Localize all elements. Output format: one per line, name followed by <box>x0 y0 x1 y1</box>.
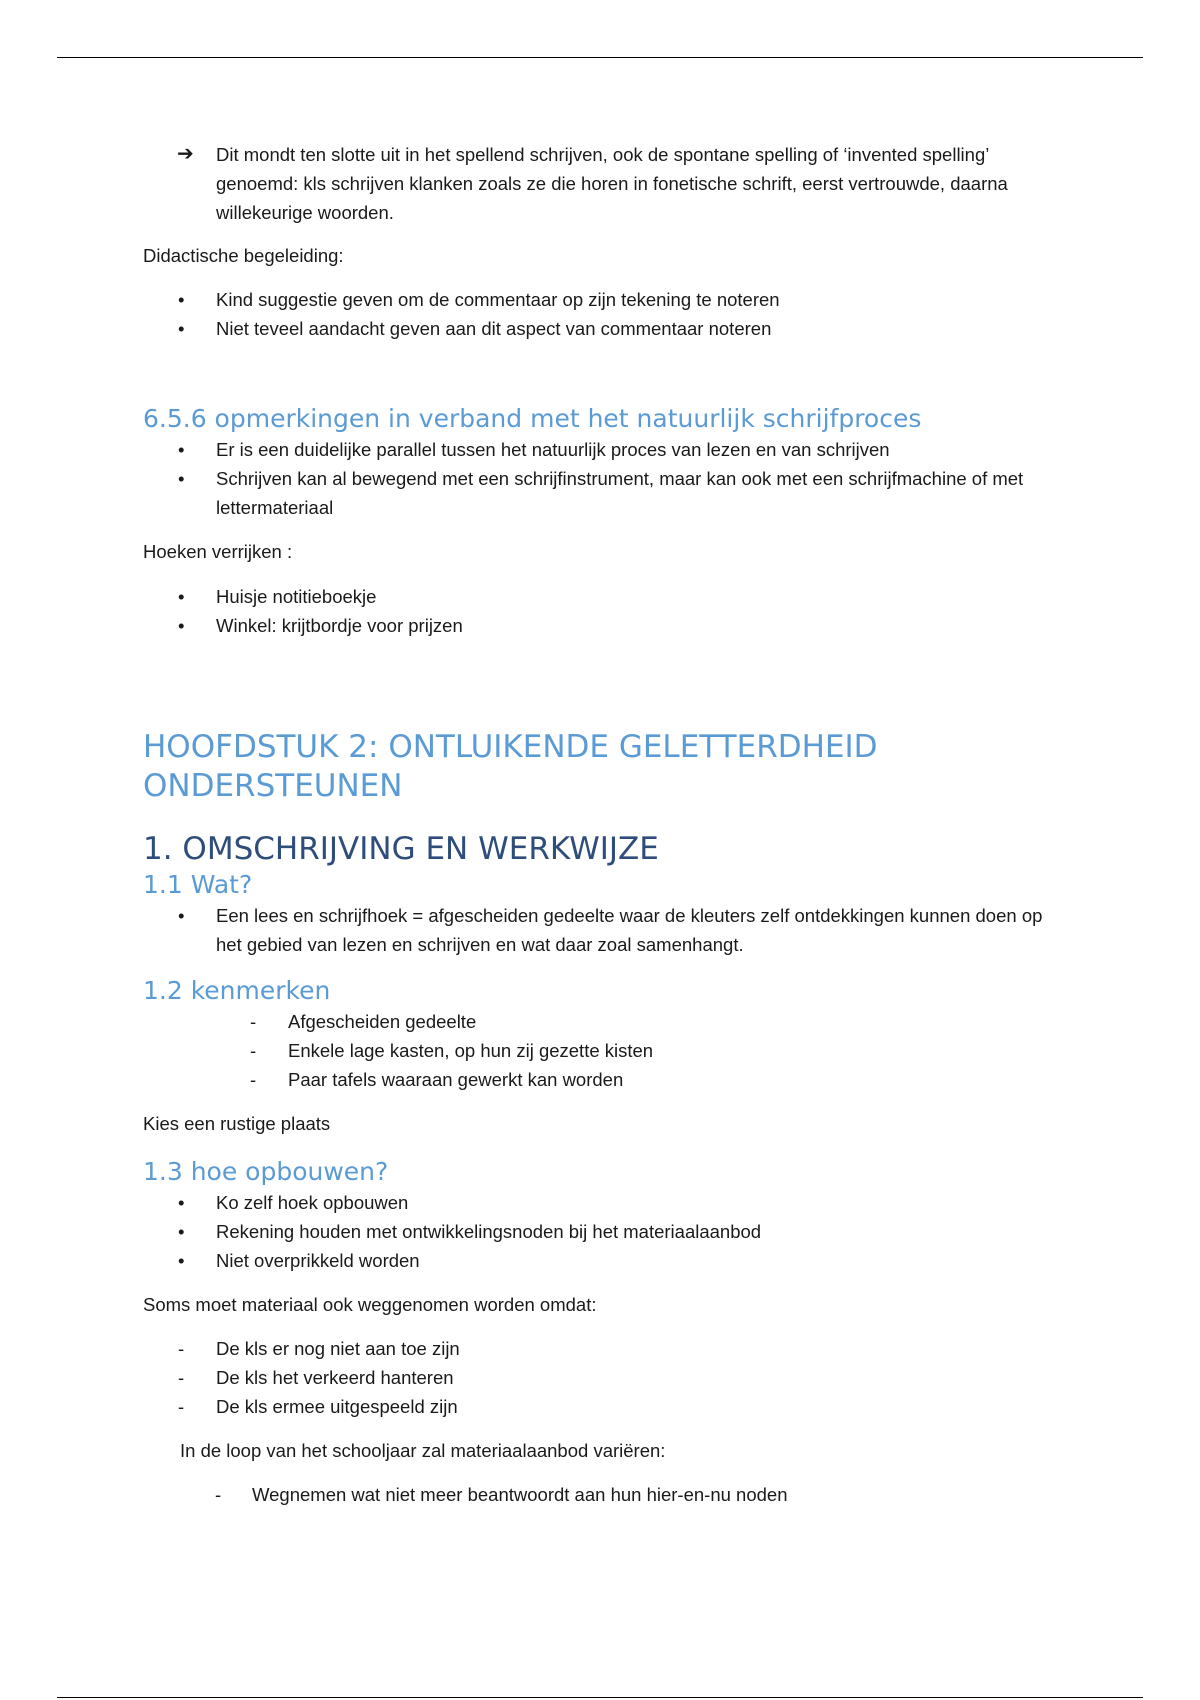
dash-icon: - <box>215 1484 222 1505</box>
bullet-icon: • <box>178 1221 185 1242</box>
list-item: • Kind suggestie geven om de commentaar op zijn tekening te noteren <box>143 285 1043 314</box>
arrow-bullet-item <box>143 140 1043 227</box>
list-item: • Schrijven kan al bewegend met een schrijfinstrument, maar kan ook met een schrijfmachine of met lettermateriaal <box>143 464 1043 522</box>
hoeken-list <box>143 582 1043 640</box>
document-body <box>143 140 1043 1509</box>
chapter-title: HOOFDSTUK 2: ONTLUIKENDE GELETTERDHEID ONDERSTEUNEN <box>143 729 878 804</box>
section-656-heading: 6.5.6 opmerkingen in verband met het natuurlijk schrijfproces <box>143 404 922 433</box>
bullet-icon: • <box>178 1250 185 1271</box>
list-item: • Een lees en schrijfhoek = afgescheiden gedeelte waar de kleuters zelf ontdekkingen kunnen doen op het gebied van lezen en schrijven en wat daar zoal samenhangt. <box>143 901 1043 959</box>
dash-icon: - <box>178 1367 185 1388</box>
list-item: - De kls er nog niet aan toe zijn <box>143 1334 1043 1363</box>
sub-12-list <box>143 1007 1043 1094</box>
list-item: • Niet teveel aandacht geven aan dit aspect van commentaar noteren <box>143 314 1043 343</box>
list-item: • Rekening houden met ontwikkelingsnoden bij het materiaalaanbod <box>143 1217 1043 1246</box>
dash-icon: - <box>178 1338 185 1359</box>
list-item: - De kls ermee uitgespeeld zijn <box>143 1392 1043 1421</box>
list-item: • Ko zelf hoek opbouwen <box>143 1188 1043 1217</box>
list-item: • Er is een duidelijke parallel tussen het natuurlijk proces van lezen en van schrijven <box>143 435 1043 464</box>
list-item: - De kls het verkeerd hanteren <box>143 1363 1043 1392</box>
bullet-icon: • <box>178 318 185 339</box>
header-rule <box>57 57 1143 58</box>
hoeken-label: Hoeken verrijken : <box>143 541 293 562</box>
dash-icon: - <box>250 1069 257 1090</box>
section-656-list <box>143 435 1043 522</box>
didactische-list <box>143 285 1043 343</box>
section-title: 1. OMSCHRIJVING EN WERKWIJZE <box>143 831 659 867</box>
list-item: • Huisje notitieboekje <box>143 582 1043 611</box>
arrow-right-icon: ➔ <box>177 143 194 165</box>
dash-icon: - <box>178 1396 185 1417</box>
footer-rule <box>57 1697 1143 1698</box>
sub-11-list <box>143 901 1043 959</box>
bullet-icon: • <box>178 905 185 926</box>
soms-list <box>143 1334 1043 1421</box>
dash-icon: - <box>250 1011 257 1032</box>
sub-11-heading: 1.1 Wat? <box>143 870 253 899</box>
arrow-bullet-text: Dit mondt ten slotte uit in het spellend schrijven, ook de spontane spelling of ‘invented spelling’ genoemd: kls schrijven klanken zoals ze die horen in fonetische schrift, eerst vertrouwde, daarna willekeurige woorden. <box>216 144 1008 223</box>
list-item: - Paar tafels waaraan gewerkt kan worden <box>143 1065 1043 1094</box>
bullet-icon: • <box>178 289 185 310</box>
bullet-icon: • <box>178 615 185 636</box>
bullet-icon: • <box>178 468 185 489</box>
list-item: - Afgescheiden gedeelte <box>143 1007 1043 1036</box>
sub-12-note: Kies een rustige plaats <box>143 1113 331 1134</box>
list-item: • Niet overprikkeld worden <box>143 1246 1043 1275</box>
dash-icon: - <box>250 1040 257 1061</box>
didactische-label: Didactische begeleiding: <box>143 245 344 266</box>
sub-13-list <box>143 1188 1043 1275</box>
sub-13-heading: 1.3 hoe opbouwen? <box>143 1157 389 1186</box>
list-item: - Wegnemen wat niet meer beantwoordt aan hun hier-en-nu noden <box>143 1480 1043 1509</box>
bullet-icon: • <box>178 586 185 607</box>
sub-12-heading: 1.2 kenmerken <box>143 976 331 1005</box>
bullet-icon: • <box>178 1192 185 1213</box>
list-item: - Enkele lage kasten, op hun zij gezette kisten <box>143 1036 1043 1065</box>
list-item: • Winkel: krijtbordje voor prijzen <box>143 611 1043 640</box>
bullet-icon: • <box>178 439 185 460</box>
soms-label: Soms moet materiaal ook weggenomen worden omdat: <box>143 1294 597 1315</box>
loop-list <box>143 1480 1043 1509</box>
loop-label: In de loop van het schooljaar zal materiaalaanbod variëren: <box>180 1440 666 1461</box>
